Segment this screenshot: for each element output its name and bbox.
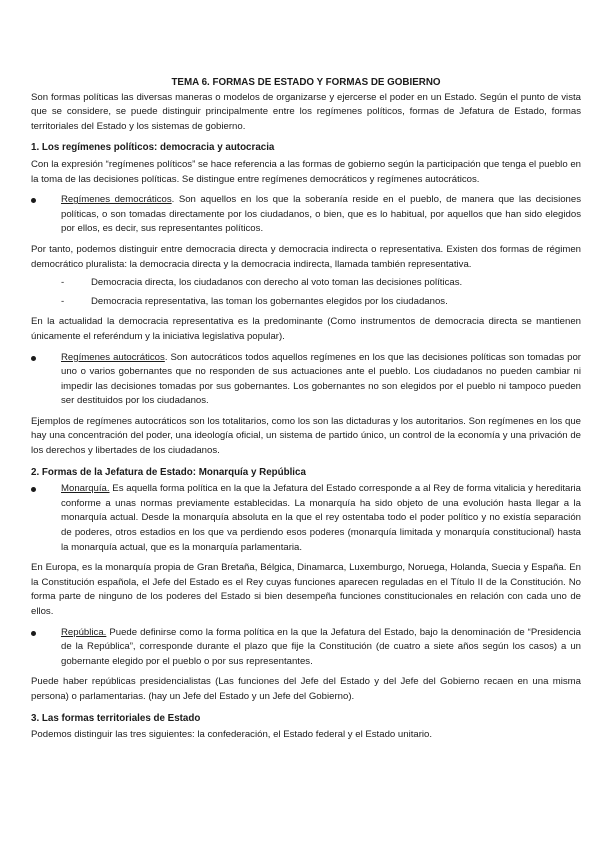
bullet-label: Monarquía.	[61, 483, 110, 495]
s2-paragraph-2: Puede haber repúblicas presidencialistas (Las funciones del Jefe del Estado y del Jefe del Gobierno recaen en una misma persona) o parlamentarias. (hay un Jefe del Estado y un Jefe del Gobierno).	[31, 676, 581, 702]
bullet-monarquia	[31, 482, 581, 555]
bullet-dot-icon	[31, 198, 36, 203]
bullet-label: Regímenes democráticos	[61, 194, 172, 206]
document-title: TEMA 6. FORMAS DE ESTADO Y FORMAS DE GOBIERNO	[171, 77, 441, 88]
s1-paragraph-1: Con la expresión “regímenes políticos” se hace referencia a las formas de gobierno según la participación que tenga el pueblo en la toma de las decisiones políticas. Se distingue entre regímenes democráticos y regímenes autocráticos.	[31, 158, 581, 185]
dash-item-democracia-representativa	[61, 295, 581, 310]
section-3-heading: 3. Las formas territoriales de Estado	[31, 712, 201, 724]
dash-text: Democracia directa, los ciudadanos con derecho al voto toman las decisiones políticas.	[91, 277, 463, 289]
bullet-text: . Son autocráticos todos aquellos regímenes en los que las decisiones políticas son tomadas por uno o varios gobernantes que no responden de sus actuaciones ante el pueblo. Los ciudadanos no pueden cambiar ni impedir las decisiones tomadas por sus gobernantes. Los gobernantes no son elegidos por el pueblo ni tampoco pueden ser destituidos por los ciudadanos.	[61, 351, 581, 407]
bullet-label: República.	[61, 626, 107, 638]
section-2-heading: 2. Formas de la Jefatura de Estado: Monarquía y República	[31, 466, 306, 478]
bullet-regimenes-autocraticos	[31, 351, 581, 409]
dash-text: Democracia representativa, las toman los gobernantes elegidos por los ciudadanos.	[91, 295, 448, 307]
dash-mark: -	[61, 295, 65, 307]
dash-item-democracia-directa	[61, 276, 581, 291]
intro-paragraph: Son formas políticas las diversas maneras o modelos de organizarse y ejercerse el poder en un Estado. Según el punto de vista que se considere, se puede distinguir principalmente entre los regímenes políticos, formas de Jefatura de Estado, formas territoriales del Estado y los sistemas de gobierno.	[31, 91, 581, 132]
bullet-label: Regímenes autocráticos	[61, 351, 165, 363]
bullet-dot-icon	[31, 631, 36, 636]
s1-paragraph-3: En la actualidad la democracia representativa es la predominante (Como instrumentos de democracia directa se mantienen únicamente el referéndum y la iniciativa legislativa popular).	[31, 316, 581, 342]
bullet-dot-icon	[31, 487, 36, 492]
dash-mark: -	[61, 277, 65, 289]
s3-paragraph-1: Podemos distinguir las tres siguientes: la confederación, el Estado federal y el Estado unitario.	[31, 729, 433, 741]
s1-paragraph-2: Por tanto, podemos distinguir entre democracia directa y democracia indirecta o representativa. Existen dos formas de régimen democrático pluralista: la democracia directa y la democracia indirecta, llamada también representativa.	[31, 243, 581, 270]
bullet-text: Es aquella forma política en la que la Jefatura del Estado corresponde a al Rey de forma vitalicia y hereditaria conforme a unas normas previamente establecidas. La monarquía ha sido objeto de una evolución hasta llegar a la monarquía actual. Desde la monarquía absoluta en la que el rey ostentaba todo el poder político y no existía separación de poderes, otros estadios en los que va perdiendo esos poderes (monarquía limitada y monarquía constitucional) hasta la monarquía actual, que es la monarquía parlamentaria.	[61, 483, 581, 553]
bullet-text: . Son aquellos en los que la soberanía reside en el pueblo, de manera que las decisiones políticas, o son tomadas directamente por los ciudadanos, o bien, que es lo habitual, por aquellos que han sido elegidos por ellos, es decir, sus representantes políticos.	[61, 194, 582, 235]
bullet-dot-icon	[31, 356, 36, 361]
section-1-heading: 1. Los regímenes políticos: democracia y autocracia	[31, 142, 275, 154]
bullet-republica	[31, 626, 581, 670]
bullet-text: Puede definirse como la forma política en la que la Jefatura del Estado, bajo la denominación de “Presidencia de la República”, corresponde durante el plazo que fije la Constitución (de cuatro a siete años según los casos) a un gobernante elegido por el pueblo o por sus representantes.	[61, 626, 581, 667]
bullet-regimenes-democraticos	[31, 193, 581, 237]
s2-paragraph-1: En Europa, es la monarquía propia de Gran Bretaña, Bélgica, Dinamarca, Luxemburgo, Noruega, Holanda, Suecia y España. En la Constitución española, el Jefe del Estado es el Rey cuyas funciones aparecen reguladas en el Título II de la Constitución. No forma parte de ninguno de los poderes del Estado si bien desempeña funciones constitucionales en relación con cada uno de ellos.	[31, 562, 581, 617]
s1-paragraph-4: Ejemplos de regímenes autocráticos son los totalitarios, como los son las dictaduras y los autoritarios. Son regímenes en los que hay una concentración del poder, una ideología oficial, un sistema de partido único, un control de la economía y una privación de los derechos y libertades de los ciudadanos.	[31, 415, 581, 457]
